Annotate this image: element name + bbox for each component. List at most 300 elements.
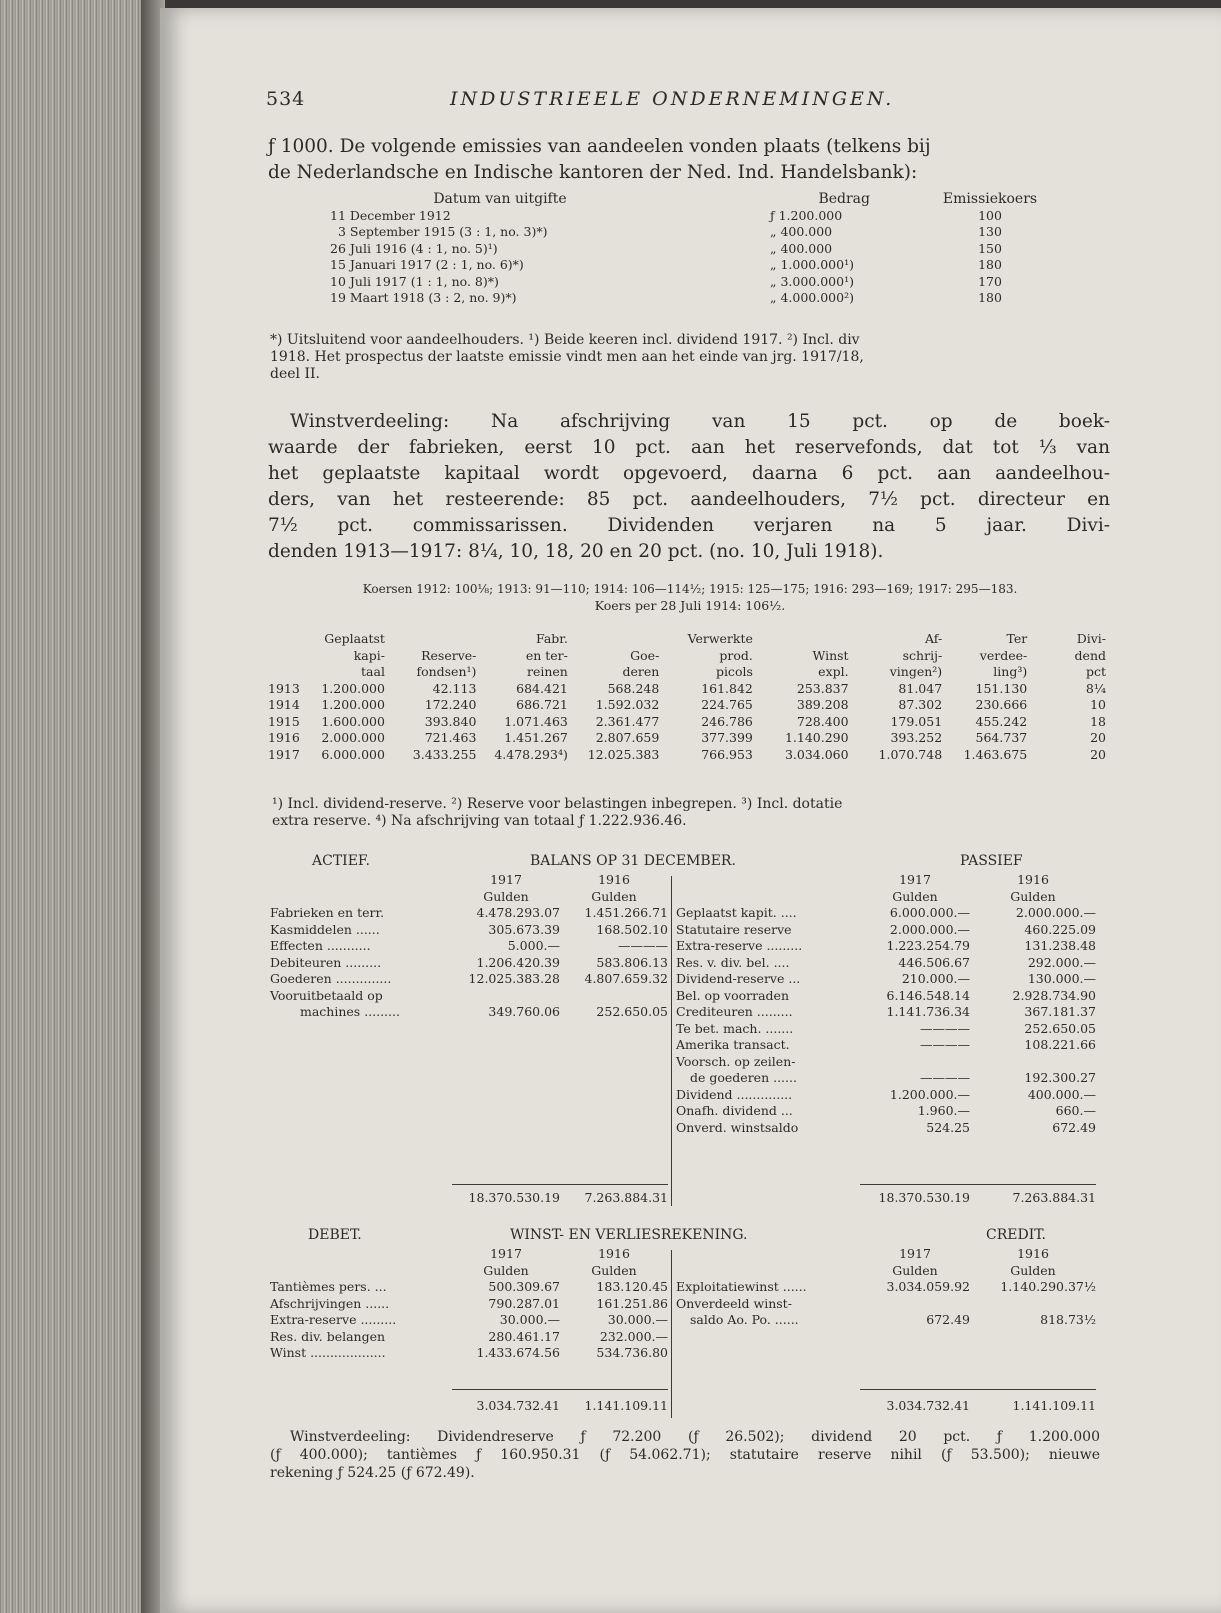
data-cell: ———— (920, 1020, 970, 1036)
column-header: schrij- (902, 647, 943, 663)
data-cell: ———— (920, 1070, 970, 1085)
winstverdeeling-line: denden 1913—1917: 8¼, 10, 18, 20 en 20 pct. (no. 10, Juli 1918). (268, 541, 884, 562)
column-header: 1917 (899, 872, 931, 887)
statistics-table (268, 631, 1106, 763)
data-cell: 8¼ (1085, 680, 1106, 696)
emission-rate: 170 (978, 273, 1002, 289)
row-label: Extra-reserve ......... (676, 938, 803, 953)
column-header (753, 631, 849, 648)
table-row (676, 905, 1096, 922)
data-cell: 1.200.000 (321, 680, 385, 696)
table-row (268, 730, 1106, 747)
data-cell: 568.248 (607, 680, 660, 696)
row-label: Geplaatst kapit. .... (676, 905, 797, 920)
emission-amount: „ 4.000.000²) (770, 290, 854, 305)
data-cell: 455.242 (975, 713, 1028, 729)
data-cell: 12.025.383 (587, 746, 660, 762)
column-header: Verwerkte (687, 631, 753, 646)
column-header: 1917 (490, 1246, 522, 1261)
data-cell: 6.000.000 (321, 746, 385, 762)
column-header: en ter- (525, 647, 568, 663)
column-header: picols (715, 664, 753, 679)
table-row (270, 988, 668, 1005)
emissions-table (310, 191, 1070, 307)
column-header: dend (1074, 647, 1106, 663)
table-row (270, 971, 668, 988)
column-header: Gulden (1010, 1262, 1056, 1278)
data-cell: 500.309.67 (488, 1279, 560, 1294)
page-title: INDUSTRIEELE ONDERNEMINGEN. (450, 88, 895, 110)
total-rule (452, 1184, 668, 1185)
table-row (676, 955, 1096, 972)
data-cell: 183.120.45 (596, 1279, 668, 1294)
balance-total: 7.263.884.31 (1012, 1190, 1096, 1205)
winstverdeeling-line: waarde der fabrieken, eerst 10 pct. aan het reservefonds, dat tot ⅓ van (268, 437, 1110, 458)
table-row (676, 1054, 1096, 1071)
data-cell (970, 1054, 1096, 1071)
data-cell: 30.000.— (607, 1312, 668, 1327)
data-cell: 168.502.10 (596, 921, 668, 937)
row-label: Extra-reserve ......... (270, 1312, 397, 1327)
data-cell: 389.208 (796, 697, 849, 712)
data-cell: 20 (1090, 730, 1106, 745)
column-header: Gulden (483, 888, 529, 904)
column-header: 1917 (899, 1246, 931, 1261)
table-row (270, 1279, 668, 1296)
column-header: ling³) (993, 664, 1028, 679)
data-cell: 400.000.— (1027, 1086, 1096, 1102)
emission-date: 15 Januari 1917 (2 : 1, no. 6)*) (330, 257, 524, 272)
year-cell: 1917 (268, 746, 300, 762)
table-header-row (676, 1263, 1096, 1280)
row-label: Kasmiddelen ...... (270, 921, 380, 937)
column-header: Datum van uitgifte (433, 191, 567, 207)
data-cell: 1.141.736.34 (886, 1004, 970, 1019)
data-cell: 3.034.059.92 (886, 1279, 970, 1294)
balance-total: 18.370.530.19 (878, 1190, 970, 1205)
emission-date: 11 December 1912 (330, 207, 451, 223)
total-rule (452, 1389, 668, 1390)
table-row (310, 257, 1070, 274)
closing-line: rekening ƒ 524.25 (ƒ 672.49). (270, 1465, 475, 1481)
column-header: 1916 (1017, 1246, 1049, 1261)
emissions-footnote: 1918. Het prospectus der laatste emissie vindt men aan het einde van jrg. 1917/18, (270, 349, 864, 365)
koersen-line: Koersen 1912: 100⅛; 1913: 91—110; 1914: 106—114½; 1915: 125—175; 1916: 293—169; 1917: 295—183. (362, 582, 1018, 596)
data-cell: ———— (920, 1037, 970, 1052)
row-label: Debiteuren ......... (270, 954, 382, 970)
data-cell: 5.000.— (507, 938, 560, 953)
table-row (268, 747, 1106, 764)
column-header: Goe- (630, 647, 660, 663)
pl-title: WINST- EN VERLIESREKENING. (510, 1227, 748, 1243)
column-header: 1916 (598, 1246, 630, 1261)
column-header: deren (622, 664, 660, 679)
row-label: Afschrijvingen ...... (270, 1295, 390, 1311)
data-cell: 3.433.255 (412, 746, 477, 762)
table-row (270, 922, 668, 939)
balance-right-title: PASSIEF (960, 853, 1023, 869)
table-row (270, 1345, 668, 1362)
table-row (676, 1312, 1096, 1329)
emissions-footnote: *) Uitsluitend voor aandeelhouders. ¹) Beide keeren incl. dividend 1917. ²) Incl. div (270, 332, 860, 348)
table-row (676, 1087, 1096, 1104)
total-rule (860, 1184, 1096, 1185)
year-cell: 1916 (268, 730, 300, 745)
winstverdeeling-line: Winstverdeeling: Na afschrijving van 15 pct. op de boek- (290, 411, 1110, 432)
data-cell: 524.25 (926, 1119, 970, 1135)
column-header: 1916 (1017, 872, 1049, 887)
row-label: Onverdeeld winst- (676, 1295, 792, 1311)
data-cell: 230.666 (975, 697, 1028, 712)
row-label: Voorsch. op zeilen- (676, 1053, 796, 1069)
data-cell: 4.478.293⁴) (494, 746, 568, 762)
row-label: Bel. op voorraden (676, 987, 789, 1003)
column-header: Ter (1006, 631, 1028, 646)
data-cell: 1.451.266.71 (584, 905, 668, 920)
data-cell: 790.287.01 (488, 1295, 560, 1311)
data-cell: 766.953 (701, 746, 753, 762)
data-cell: 534.736.80 (596, 1345, 668, 1360)
table-row (310, 208, 1070, 225)
data-cell: 2.000.000.— (1015, 905, 1096, 920)
table-row (676, 1120, 1096, 1137)
data-cell: 1.070.748 (878, 746, 943, 762)
emission-amount: „ 400.000 (770, 224, 833, 239)
winstverdeeling-line: ders, van het resteerende: 85 pct. aandeelhouders, 7½ pct. directeur en (268, 489, 1110, 510)
pl-right-title: CREDIT. (986, 1227, 1046, 1243)
data-cell: 280.461.17 (488, 1328, 560, 1344)
data-cell: 20 (1090, 746, 1106, 762)
column-header: 1916 (598, 872, 630, 887)
data-cell: 305.673.39 (488, 921, 560, 937)
data-cell: 728.400 (796, 713, 849, 729)
data-cell: 130.000.— (1027, 971, 1096, 986)
data-cell: 42.113 (432, 680, 477, 696)
row-label: saldo Ao. Po. ...... (690, 1312, 799, 1327)
row-label: Goederen .............. (270, 971, 392, 986)
emission-rate: 180 (978, 290, 1002, 305)
year-cell: 1913 (268, 680, 300, 696)
data-cell: 660.— (1055, 1103, 1096, 1118)
data-cell: 1.223.254.79 (886, 938, 970, 953)
table-row (676, 1070, 1096, 1087)
data-cell: 2.807.659 (595, 730, 660, 745)
data-cell: 12.025.383.28 (468, 971, 560, 986)
row-label: Te bet. mach. ....... (676, 1020, 794, 1036)
statistics-footnote: ¹) Incl. dividend-reserve. ²) Reserve voor belastingen inbegrepen. ³) Incl. dotatie (272, 796, 843, 812)
table-header-row (270, 872, 668, 889)
data-cell: 1.451.267 (504, 730, 568, 745)
pl-total: 3.034.732.41 (476, 1398, 560, 1413)
emission-rate: 100 (978, 207, 1002, 223)
row-label: Vooruitbetaald op (270, 987, 383, 1003)
data-cell: 2.361.477 (595, 713, 660, 729)
pl-total: 1.141.109.11 (1012, 1398, 1096, 1413)
statistics-footnote: extra reserve. ⁴) Na afschrijving van totaal ƒ 1.222.936.46. (272, 813, 687, 829)
data-cell: 87.302 (898, 697, 943, 712)
emission-amount: „ 3.000.000¹) (770, 273, 854, 289)
table-header-row (268, 664, 1106, 681)
data-cell: 81.047 (898, 680, 943, 696)
emission-rate: 130 (978, 224, 1002, 239)
row-label: Crediteuren ......... (676, 1004, 793, 1019)
row-label: Onafh. dividend ... (676, 1103, 793, 1118)
data-cell: 30.000.— (499, 1312, 560, 1327)
emission-amount: „ 400.000 (770, 240, 833, 256)
data-cell: 10 (1090, 697, 1106, 712)
data-cell: 446.506.67 (898, 954, 970, 970)
data-cell: 224.765 (701, 697, 753, 712)
data-cell: ———— (618, 938, 668, 953)
page-number: 534 (266, 88, 306, 110)
row-label: Dividend-reserve ... (676, 971, 801, 986)
column-header: expl. (818, 664, 849, 679)
koersen-line: Koers per 28 Juli 1914: 106½. (594, 598, 786, 613)
row-label: Res. div. belangen (270, 1328, 386, 1344)
data-cell: 1.960.— (917, 1103, 970, 1118)
data-cell: 686.721 (516, 697, 568, 712)
data-cell: 684.421 (516, 680, 568, 696)
table-row (676, 1004, 1096, 1021)
column-header (568, 631, 659, 648)
data-cell: 2.000.000 (321, 730, 385, 745)
data-cell: 2.928.734.90 (1012, 987, 1096, 1003)
table-row (310, 224, 1070, 241)
table-row (270, 905, 668, 922)
data-cell: 1.071.463 (504, 713, 568, 729)
table-row (676, 988, 1096, 1005)
column-header: 1917 (490, 872, 522, 887)
pl-debet-table (270, 1246, 668, 1362)
pl-total: 1.141.109.11 (584, 1398, 668, 1413)
data-cell: 192.300.27 (1024, 1070, 1096, 1085)
winstverdeeling-line: 7½ pct. commissarissen. Dividenden verjaren na 5 jaar. Divi- (268, 515, 1110, 536)
emission-rate: 150 (978, 240, 1002, 256)
table-header-row (676, 889, 1096, 906)
data-cell (860, 1296, 970, 1313)
row-label: machines ......... (300, 1004, 400, 1019)
data-cell: 6.146.548.14 (886, 987, 970, 1003)
data-cell: 367.181.37 (1024, 1004, 1096, 1019)
column-header: Divi- (1076, 631, 1106, 646)
row-label: Dividend .............. (676, 1086, 793, 1102)
data-cell: 131.238.48 (1024, 938, 1096, 953)
pl-left-title: DEBET. (308, 1227, 362, 1243)
closing-line: (ƒ 400.000); tantièmes ƒ 160.950.31 (ƒ 54.062.71); statutaire reserve nihil (ƒ 53.500); nieuwe (270, 1447, 1100, 1463)
row-label: Statutaire reserve (676, 921, 792, 937)
data-cell: 3.034.060 (784, 746, 849, 762)
data-cell: 1.592.032 (595, 697, 660, 712)
table-row (676, 971, 1096, 988)
balance-left-title: ACTIEF. (312, 853, 370, 869)
table-row (310, 290, 1070, 307)
data-cell: 564.737 (975, 730, 1028, 745)
data-cell: 1.200.000 (321, 697, 385, 712)
row-label: Fabrieken en terr. (270, 905, 385, 920)
table-header-row (676, 872, 1096, 889)
table-row (268, 714, 1106, 731)
column-header: Emissiekoers (942, 191, 1038, 207)
intro-line: de Nederlandsche en Indische kantoren der Ned. Ind. Handelsbank): (268, 162, 918, 183)
row-label: Exploitatiewinst ...... (676, 1279, 807, 1294)
closing-line: Winstverdeeling: Dividendreserve ƒ 72.200 (ƒ 26.502); dividend 20 pct. ƒ 1.200.000 (290, 1429, 1100, 1445)
total-rule (860, 1389, 1096, 1390)
data-cell: 172.240 (424, 697, 477, 712)
data-cell: 393.840 (424, 713, 477, 729)
data-cell: 253.837 (796, 680, 849, 696)
emission-date: 19 Maart 1918 (3 : 2, no. 9)*) (330, 290, 517, 305)
column-header: fondsen¹) (416, 664, 477, 679)
table-row (268, 697, 1106, 714)
table-row (310, 241, 1070, 258)
table-row (270, 1329, 668, 1346)
column-header: pct (1085, 664, 1106, 679)
column-header: Gulden (483, 1262, 529, 1278)
table-header-row (270, 889, 668, 906)
row-label: Res. v. div. bel. .... (676, 954, 790, 970)
data-cell (970, 1296, 1096, 1313)
data-cell: 4.807.659.32 (584, 971, 668, 986)
emissions-footnote: deel II. (270, 366, 320, 382)
book-page-edges (0, 0, 165, 1613)
data-cell: 161.251.86 (596, 1295, 668, 1311)
row-label: Amerika transact. (676, 1037, 790, 1052)
row-label: Onverd. winstsaldo (676, 1119, 799, 1135)
column-header: Gulden (591, 1262, 637, 1278)
table-row (270, 955, 668, 972)
data-cell: 818.73½ (1040, 1312, 1096, 1327)
table-row (676, 938, 1096, 955)
data-cell: 179.051 (890, 713, 943, 729)
data-cell: 1.463.675 (963, 746, 1028, 762)
book-page (160, 8, 1221, 1613)
data-cell: 210.000.— (901, 971, 970, 986)
column-header: prod. (719, 647, 753, 663)
row-label: Winst ................... (270, 1345, 386, 1360)
balance-liabilities-table (676, 872, 1096, 1136)
balance-assets-table (270, 872, 668, 1021)
pl-credit-table (676, 1246, 1096, 1329)
balance-title: BALANS OP 31 DECEMBER. (530, 853, 736, 869)
year-cell: 1914 (268, 697, 300, 712)
data-cell: 2.000.000.— (889, 921, 970, 937)
table-header-row (270, 1263, 668, 1280)
data-cell (860, 1054, 970, 1071)
data-cell: 232.000.— (599, 1328, 668, 1344)
emission-amount: ƒ 1.200.000 (770, 207, 843, 223)
column-header: Reserve- (421, 647, 477, 663)
column-header: Gulden (591, 888, 637, 904)
table-row (270, 1296, 668, 1313)
data-cell: 246.786 (701, 713, 753, 729)
data-cell: 292.000.— (1027, 954, 1096, 970)
data-cell: 108.221.66 (1024, 1037, 1096, 1052)
table-header-row (310, 191, 1070, 208)
column-header: Gulden (892, 888, 938, 904)
column-header: verdee- (979, 647, 1028, 663)
data-cell: 6.000.000.— (889, 905, 970, 920)
data-cell: 4.478.293.07 (476, 905, 560, 920)
column-header: Winst (812, 647, 849, 663)
winstverdeeling-line: het geplaatste kapitaal wordt opgevoerd, daarna 6 pct. aan aandeelhou- (268, 463, 1110, 484)
column-header: taal (361, 664, 385, 679)
data-cell: 460.225.09 (1024, 921, 1096, 937)
column-header: vingen²) (889, 664, 943, 679)
data-cell: 349.760.06 (488, 1004, 560, 1019)
data-cell: 393.252 (890, 730, 943, 745)
data-cell: 1.140.290.37½ (1000, 1279, 1096, 1294)
column-divider (671, 876, 672, 1206)
table-row (676, 1103, 1096, 1120)
column-header (385, 631, 476, 648)
table-row (268, 681, 1106, 698)
column-header: Gulden (892, 1262, 938, 1278)
data-cell: 151.130 (975, 680, 1028, 696)
row-label: Effecten ........... (270, 938, 371, 953)
column-header: Fabr. (536, 631, 568, 646)
year-cell: 1915 (268, 713, 300, 729)
emission-date: 10 Juli 1917 (1 : 1, no. 8)*) (330, 273, 499, 289)
data-cell: 1.600.000 (321, 713, 385, 729)
data-cell: 583.806.13 (596, 954, 668, 970)
data-cell: 252.650.05 (1024, 1020, 1096, 1036)
data-cell: 672.49 (1052, 1119, 1096, 1135)
column-header: Gulden (1010, 888, 1056, 904)
data-cell: 1.206.420.39 (476, 954, 560, 970)
column-divider (671, 1250, 672, 1418)
emission-date: 26 Juli 1916 (4 : 1, no. 5)¹) (330, 240, 498, 256)
pl-total: 3.034.732.41 (886, 1398, 970, 1413)
column-header: kapi- (353, 647, 385, 663)
data-cell: 252.650.05 (596, 1004, 668, 1019)
data-cell (560, 988, 668, 1005)
table-header-row (268, 631, 1106, 648)
emission-rate: 180 (978, 257, 1002, 272)
table-header-row (268, 648, 1106, 665)
table-header-row (270, 1246, 668, 1263)
table-row (270, 1004, 668, 1021)
data-cell: 1.140.290 (784, 730, 849, 745)
table-header-row (676, 1246, 1096, 1263)
row-label: de goederen ...... (690, 1070, 797, 1085)
data-cell: 377.399 (701, 730, 753, 745)
column-header: Geplaatst (324, 631, 385, 646)
data-cell: 18 (1090, 713, 1106, 729)
emission-amount: „ 1.000.000¹) (770, 257, 854, 272)
data-cell: 1.200.000.— (889, 1086, 970, 1102)
balance-total: 7.263.884.31 (584, 1190, 668, 1205)
table-row (270, 938, 668, 955)
table-row (676, 922, 1096, 939)
data-cell: 721.463 (424, 730, 477, 745)
balance-total: 18.370.530.19 (468, 1190, 560, 1205)
table-row (676, 1296, 1096, 1313)
table-row (270, 1312, 668, 1329)
column-header: reinen (526, 664, 568, 679)
row-label: Tantièmes pers. ... (270, 1279, 387, 1294)
data-cell: 672.49 (926, 1312, 970, 1327)
column-header: Af- (924, 631, 943, 646)
data-cell (452, 988, 560, 1005)
data-cell: 161.842 (701, 680, 753, 696)
table-row (676, 1279, 1096, 1296)
table-row (676, 1021, 1096, 1038)
table-row (310, 274, 1070, 291)
emission-date: 3 September 1915 (3 : 1, no. 3)*) (338, 224, 548, 239)
column-header: Bedrag (818, 191, 870, 207)
table-row (676, 1037, 1096, 1054)
intro-line: ƒ 1000. De volgende emissies van aandeelen vonden plaats (telkens bij (268, 136, 931, 157)
